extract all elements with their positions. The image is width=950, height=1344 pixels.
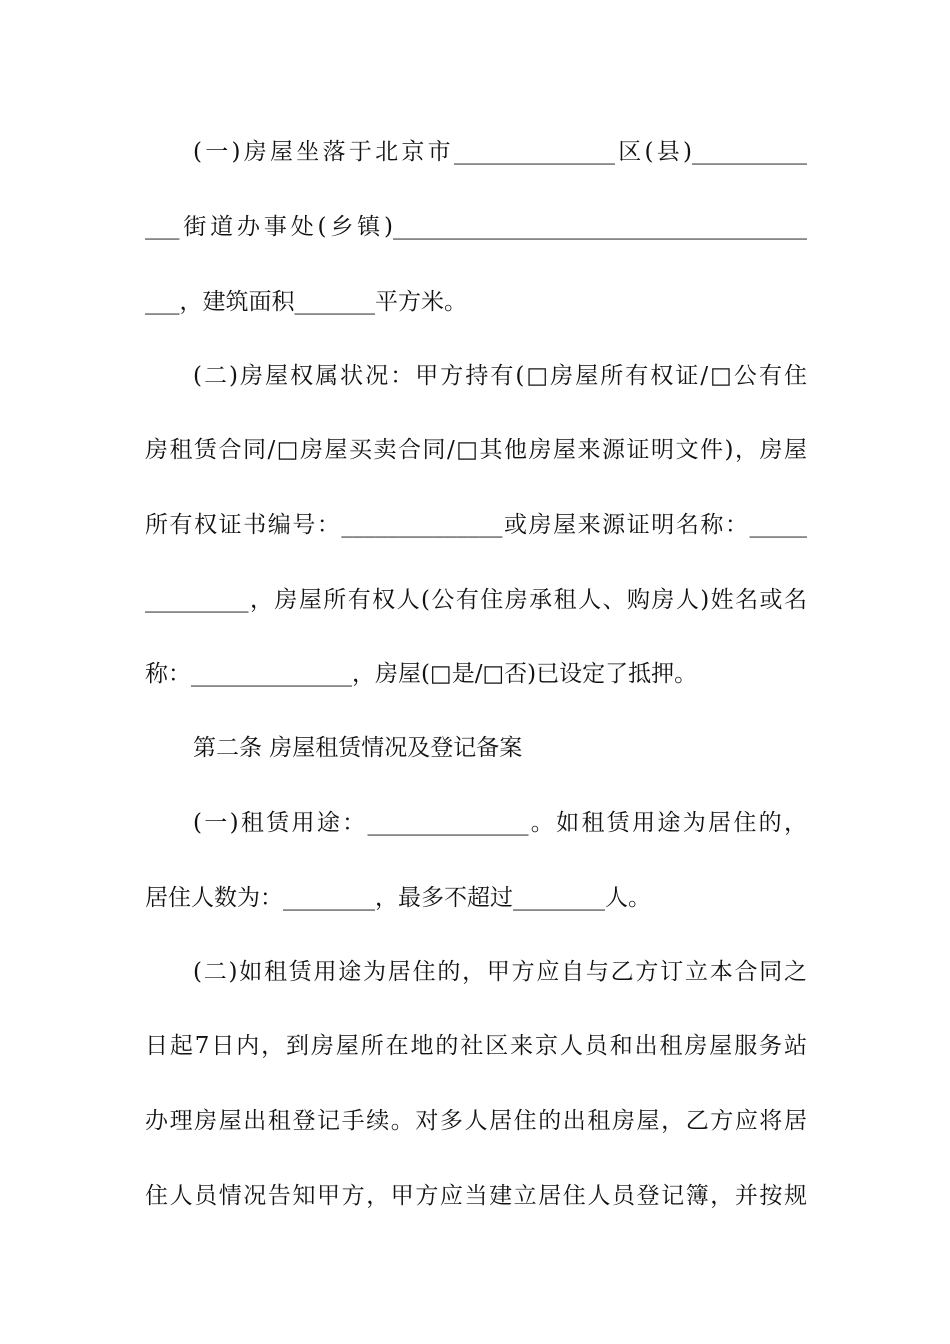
- paragraph-line: ___街道办事处(乡镇)____________________________________: [145, 214, 807, 240]
- paragraph-line: (一)房屋坐落于北京市______________区(县)__________: [193, 139, 807, 165]
- paragraph-line: 称：______________，房屋(□是/□否)已设定了抵押。: [145, 661, 698, 687]
- paragraph-line: 所有权证书编号：______________或房屋来源证明名称：_____: [145, 512, 807, 538]
- paragraph-line: 房租赁合同/□房屋买卖合同/□其他房屋来源证明文件)，房屋: [145, 437, 807, 463]
- paragraph-line: 办理房屋出租登记手续。对多人居住的出租房屋，乙方应将居: [145, 1108, 807, 1134]
- paragraph-line: (二)如租赁用途为居住的，甲方应自与乙方订立本合同之: [193, 959, 807, 985]
- paragraph-line: 居住人数为：________，最多不超过________人。: [145, 885, 651, 911]
- paragraph-line: (一)租赁用途：______________。如租赁用途为居住的，: [193, 810, 807, 836]
- section-heading: 第二条 房屋租赁情况及登记备案: [193, 735, 523, 761]
- paragraph-line: (二)房屋权属状况：甲方持有(□房屋所有权证/□公有住: [193, 363, 807, 389]
- paragraph-line: ___，建筑面积_______平方米。: [145, 289, 467, 315]
- paragraph-line: _________，房屋所有权人(公有住房承租人、购房人)姓名或名: [145, 587, 807, 613]
- paragraph-line: 日起7日内，到房屋所在地的社区来京人员和出租房屋服务站: [145, 1033, 807, 1059]
- paragraph-line: 住人员情况告知甲方，甲方应当建立居住人员登记簿，并按规: [145, 1183, 807, 1209]
